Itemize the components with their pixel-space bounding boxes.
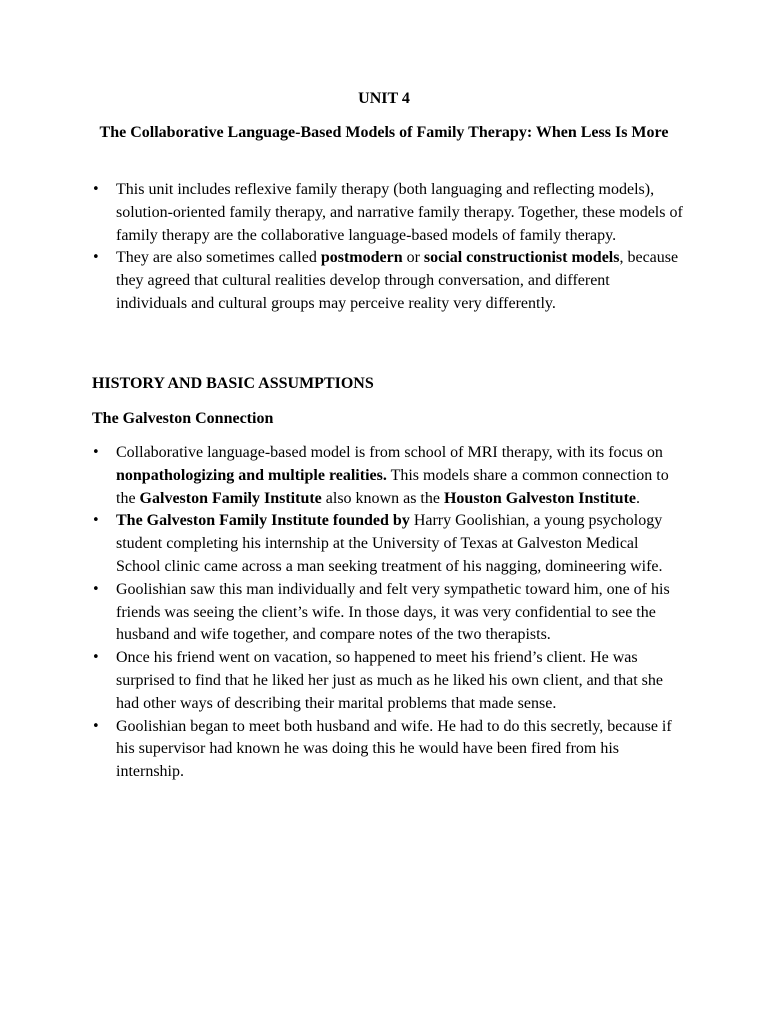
bullet-text: Goolishian saw this man individually and felt very sympathetic toward him, one of his friends was seeing the client’s wife. In those days, it was very confidential to see the husband and wife together, and compare notes of the two therapists. (116, 580, 670, 644)
unit-title: UNIT 4 (358, 90, 410, 107)
list-item (92, 510, 684, 578)
bullet-text: or (402, 249, 424, 267)
bullet-text: also known as the (321, 489, 444, 507)
bullet-text: This unit includes reflexive family therapy (both languaging and reflecting models), solution-oriented family therapy, and narrative family therapy. Together, these models of family therapy are the collaborative language-based models of family therapy. (116, 181, 683, 244)
subsection-heading: The Galveston Connection (92, 410, 274, 427)
list-item (92, 579, 684, 647)
list-item (92, 179, 684, 247)
section-heading: HISTORY AND BASIC ASSUMPTIONS (92, 375, 374, 392)
bullet-text: This models share a common connection to the (116, 466, 669, 507)
bold-term: Houston Galveston Institute (443, 489, 636, 507)
document-title: The Collaborative Language-Based Models of Family Therapy: When Less Is More (99, 124, 669, 141)
bold-term: nonpathologizing and multiple realities. (116, 466, 387, 484)
bullet-text: . (636, 489, 640, 507)
list-item (92, 716, 684, 784)
bullet-text: , because they agreed that cultural realities develop through conversation, and different individuals and cultural groups may perceive reality very differently. (116, 249, 679, 312)
bold-term: The Galveston Family Institute founded by (116, 512, 410, 530)
galveston-bullet-list (92, 442, 684, 784)
list-item (92, 247, 684, 315)
bullet-text: They are also sometimes called (116, 249, 321, 267)
bullet-text: Harry Goolishian, a young psychology student completing his internship at the University of Texas at Galveston Medical School clinic came across a man seeking treatment of his nagging, domineering wife. (116, 512, 663, 575)
bold-term: postmodern (320, 249, 403, 267)
list-item (92, 647, 684, 715)
intro-bullet-list (92, 179, 684, 316)
bullet-text: Goolishian began to meet both husband and wife. He had to do this secretly, because if his supervisor had known he was doing this he would have been fired from his internship. (116, 717, 672, 781)
bullet-text: Once his friend went on vacation, so happened to meet his friend’s client. He was surprised to find that he liked her just as much as he liked his own client, and that she had other ways of describing their marital problems that made sense. (116, 649, 663, 712)
list-item (92, 442, 684, 510)
bold-term: Galveston Family Institute (139, 489, 322, 507)
bold-term: social constructionist models (423, 249, 620, 267)
bullet-text: Collaborative language-based model is from school of MRI therapy, with its focus on (116, 444, 663, 461)
